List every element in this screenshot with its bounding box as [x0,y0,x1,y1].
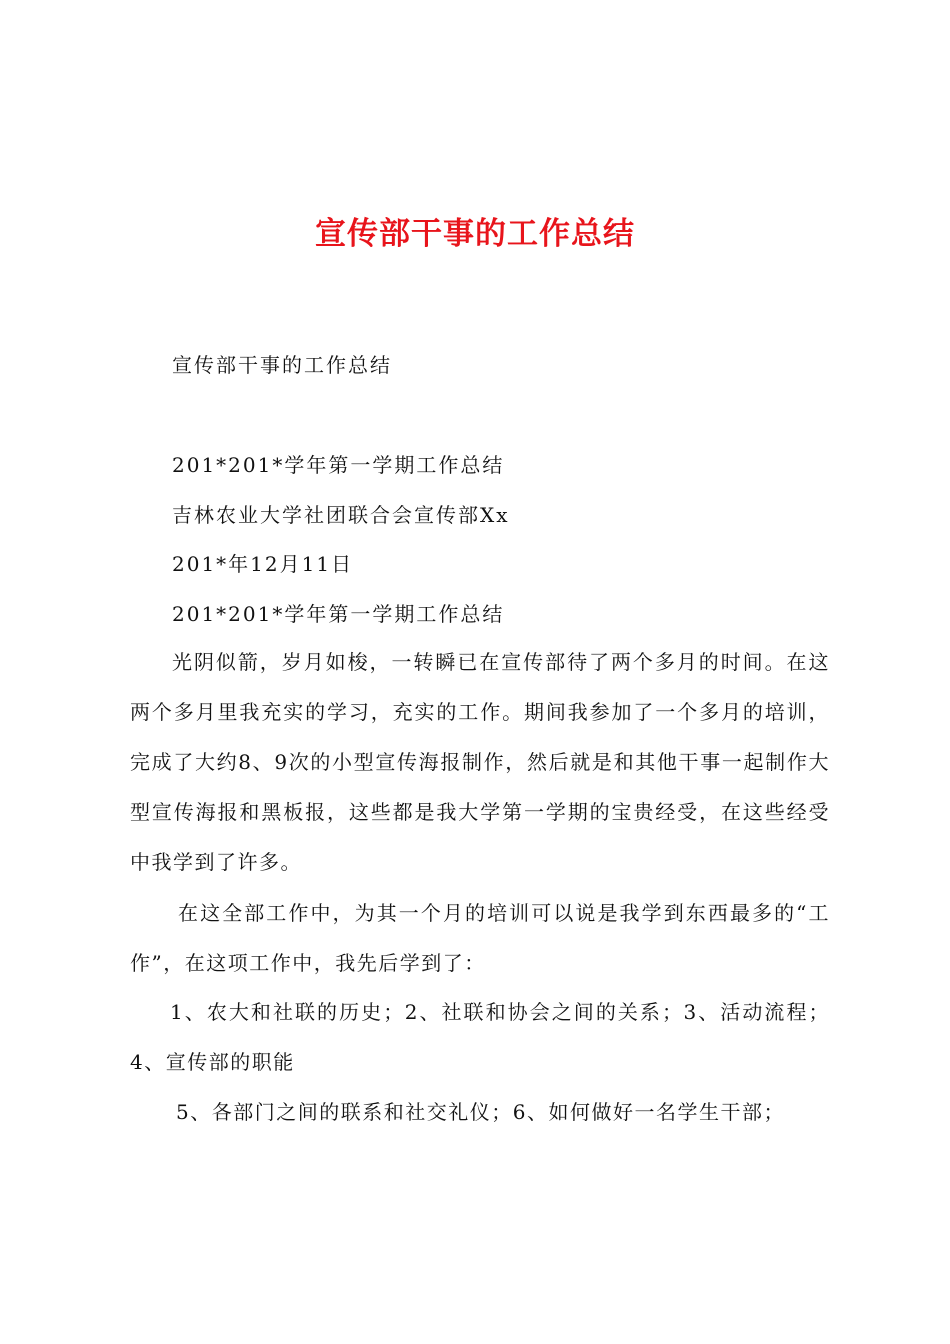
document-title: 宣传部干事的工作总结 [315,216,635,252]
paragraph-4 [130,1087,830,1137]
paragraph-3-text: 1、农大和社联的历史；2、社联和协会之间的关系；3、活动流程；4、宣传部的职能 [130,1000,830,1074]
paragraph-1 [130,637,830,887]
paragraph-2 [130,888,830,988]
paragraph-2-text: 在这全部工作中，为其一个月的培训可以说是我学到东西最多的“工作”，在这项工作中，我先后学到了： [130,901,830,975]
paragraph-4-text: 5、各部门之间的联系和社交礼仪；6、如何做好一名学生干部； [176,1100,785,1124]
semester-line-repeat: 201*201*学年第一学期工作总结 [172,602,505,626]
date-line: 201*年12月11日 [172,552,354,576]
author-line: 吉林农业大学社团联合会宣传部Xx [172,503,510,527]
paragraph-3 [130,987,830,1087]
heading-repeat: 宣传部干事的工作总结 [172,353,392,377]
semester-line: 201*201*学年第一学期工作总结 [172,453,505,477]
paragraph-1-text: 光阴似箭，岁月如梭，一转瞬已在宣传部待了两个多月的时间。在这两个多月里我充实的学习，充实的工作。期间我参加了一个多月的培训，完成了大约8、9次的小型宣传海报制作，然后就是和其他干事一起制作大型宣传海报和黑板报，这些都是我大学第一学期的宝贵经受，在这些经受中我学到了许多。 [130,650,830,874]
